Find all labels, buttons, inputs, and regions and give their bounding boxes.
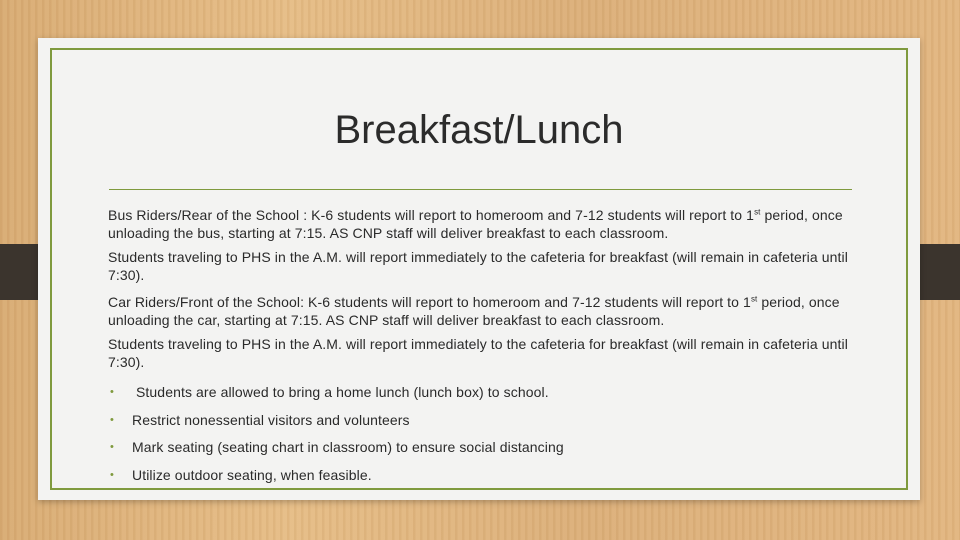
bus-riders-text-cont: period, once unloading the bus, starting at 7:15. AS CNP staff will deliver breakfast to each classroom. — [108, 207, 843, 241]
bullet-text: Utilize outdoor seating, when feasible. — [132, 466, 372, 483]
bullet-icon: • — [110, 468, 114, 481]
ordinal-suffix: st — [750, 294, 758, 304]
bullet-text: Restrict nonessential visitors and volunteers — [132, 411, 410, 428]
bullet-list — [108, 383, 868, 484]
paragraph-car-riders — [108, 293, 868, 329]
bullet-icon: • — [110, 413, 114, 426]
bullet-text: Students are allowed to bring a home lunch (lunch box) to school. — [132, 384, 549, 400]
slide-title: Breakfast/Lunch — [334, 108, 624, 152]
bus-riders-text: Bus Riders/Rear of the School : K-6 students will report to homeroom and 7-12 students will report to 1 — [108, 207, 755, 223]
title-divider — [109, 189, 852, 190]
paragraph-phs-students-1: Students traveling to PHS in the A.M. will report immediately to the cafeteria for breakfast (will remain in cafeteria until 7:30). — [108, 249, 848, 283]
bullet-icon: • — [110, 386, 114, 398]
car-riders-text-cont: period, once unloading the car, starting at 7:15. AS CNP staff will deliver breakfast to each classroom. — [108, 294, 840, 328]
paragraph-bus-riders — [108, 206, 868, 242]
car-riders-text: Car Riders/Front of the School: K-6 students will report to homeroom and 7-12 students will report to 1 — [108, 294, 751, 310]
slide-body — [108, 206, 868, 493]
ordinal-suffix: st — [754, 207, 761, 217]
list-item — [108, 383, 868, 401]
list-item — [108, 466, 868, 484]
bullet-text: Mark seating (seating chart in classroom) to ensure social distancing — [132, 439, 564, 455]
bullet-icon: • — [110, 441, 114, 453]
paragraph-phs-students-2: Students traveling to PHS in the A.M. will report immediately to the cafeteria for breakfast (will remain in cafeteria until 7:30). — [108, 336, 848, 370]
list-item — [108, 438, 868, 456]
list-item — [108, 411, 868, 429]
slide-card — [38, 38, 920, 500]
